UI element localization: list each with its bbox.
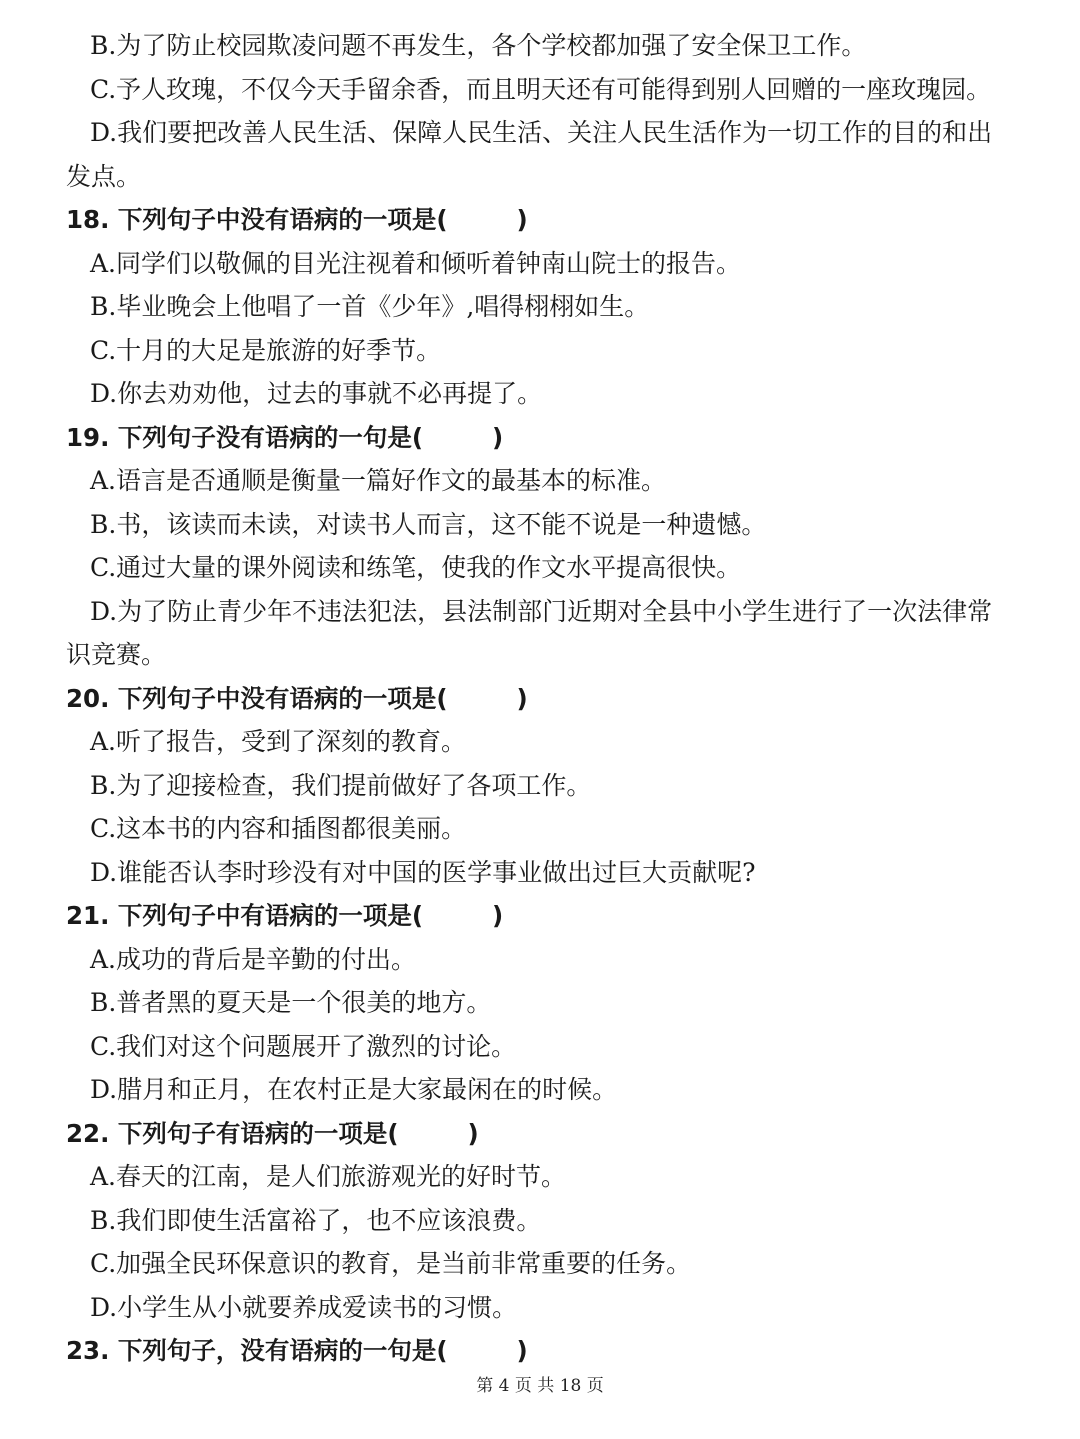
option-d-q19: D.为了防止青少年不违法犯法，县法制部门近期对全县中小学生进行了一次法律常: [90, 596, 993, 626]
option-d-q19-continuation: 识竞赛。: [66, 640, 167, 669]
option-c-q17: C.予人玫瑰，不仅今天手留余香，而且明天还有可能得到别人回赠的一座玫瑰园。: [90, 74, 992, 104]
question-22-close-paren: ): [467, 1118, 479, 1148]
option-d-q21: D.腊月和正月，在农村正是大家最闲在的时候。: [90, 1075, 618, 1104]
option-c-q20: C.这本书的内容和插图都很美丽。: [90, 814, 467, 843]
question-20-close-paren: ): [516, 683, 528, 713]
option-d-q22: D.小学生从小就要养成爱读书的习惯。: [90, 1292, 518, 1322]
option-d-q17: D.我们要把改善人民生活、保障人民生活、关注人民生活作为一切工作的目的和出: [90, 118, 993, 147]
option-b-q22: B.我们即使生活富裕了，也不应该浪费。: [90, 1205, 542, 1235]
question-list: [66, 24, 1026, 1373]
question-18-stem: [66, 198, 1026, 242]
question-22-text: 22. 下列句子有语病的一项是(: [66, 1118, 399, 1148]
question-19-close-paren: ): [491, 422, 504, 452]
option-d-q18: D.你去劝劝他，过去的事就不必再提了。: [90, 379, 543, 408]
question-21-close-paren: ): [491, 901, 504, 930]
option-c-q22: C.加强全民环保意识的教育，是当前非常重要的任务。: [90, 1249, 692, 1278]
option-c-q18: C.十月的大足是旅游的好季节。: [90, 335, 442, 365]
option-c-q21: C.我们对这个问题展开了激烈的讨论。: [90, 1031, 517, 1061]
question-21-text: 21. 下列句子中有语病的一项是(: [66, 901, 424, 930]
option-a-q18: A.同学们以敬佩的目光注视着和倾听着钟南山院士的报告。: [90, 248, 742, 278]
question-18-text: 18. 下列句子中没有语病的一项是(: [66, 205, 448, 234]
question-23-text: 23. 下列句子，没有语病的一句是(: [66, 1336, 448, 1365]
question-20-text: 20. 下列句子中没有语病的一项是(: [66, 683, 448, 713]
question-20-stem: [66, 677, 1026, 721]
option-b-q21: B.普者黑的夏天是一个很美的地方。: [90, 988, 492, 1017]
question-19-stem: [66, 416, 1026, 460]
option-c-q19: C.通过大量的课外阅读和练笔，使我的作文水平提高很快。: [90, 553, 742, 582]
option-a-q19: A.语言是否通顺是衡量一篇好作文的最基本的标准。: [90, 466, 667, 495]
option-b-q20: B.为了迎接检查，我们提前做好了各项工作。: [90, 770, 592, 800]
question-22-stem: [66, 1112, 1026, 1156]
question-23-close-paren: ): [516, 1336, 528, 1365]
option-b-q19: B.书，该读而未读，对读书人而言，这不能不说是一种遗憾。: [90, 509, 767, 539]
question-18-close-paren: ): [516, 205, 528, 234]
option-a-q22: A.春天的江南，是人们旅游观光的好时节。: [90, 1162, 567, 1191]
option-d-q17-continuation: 发点。: [66, 161, 142, 191]
question-23-stem: [66, 1329, 1026, 1373]
option-d-q20: D.谁能否认李时珍没有对中国的医学事业做出过巨大贡献呢?: [90, 857, 756, 887]
question-19-text: 19. 下列句子没有语病的一句是(: [66, 422, 424, 452]
option-a-q20: A.听了报告，受到了深刻的教育。: [90, 727, 467, 756]
option-a-q21: A.成功的背后是辛勤的付出。: [90, 944, 417, 974]
option-b-q17: B.为了防止校园欺凌问题不再发生，各个学校都加强了安全保卫工作。: [90, 31, 867, 60]
question-21-stem: [66, 894, 1026, 938]
option-b-q18: B.毕业晚会上他唱了一首《少年》,唱得栩栩如生。: [90, 292, 650, 321]
page-number-footer: 第 4 页 共 18 页: [476, 1376, 604, 1396]
